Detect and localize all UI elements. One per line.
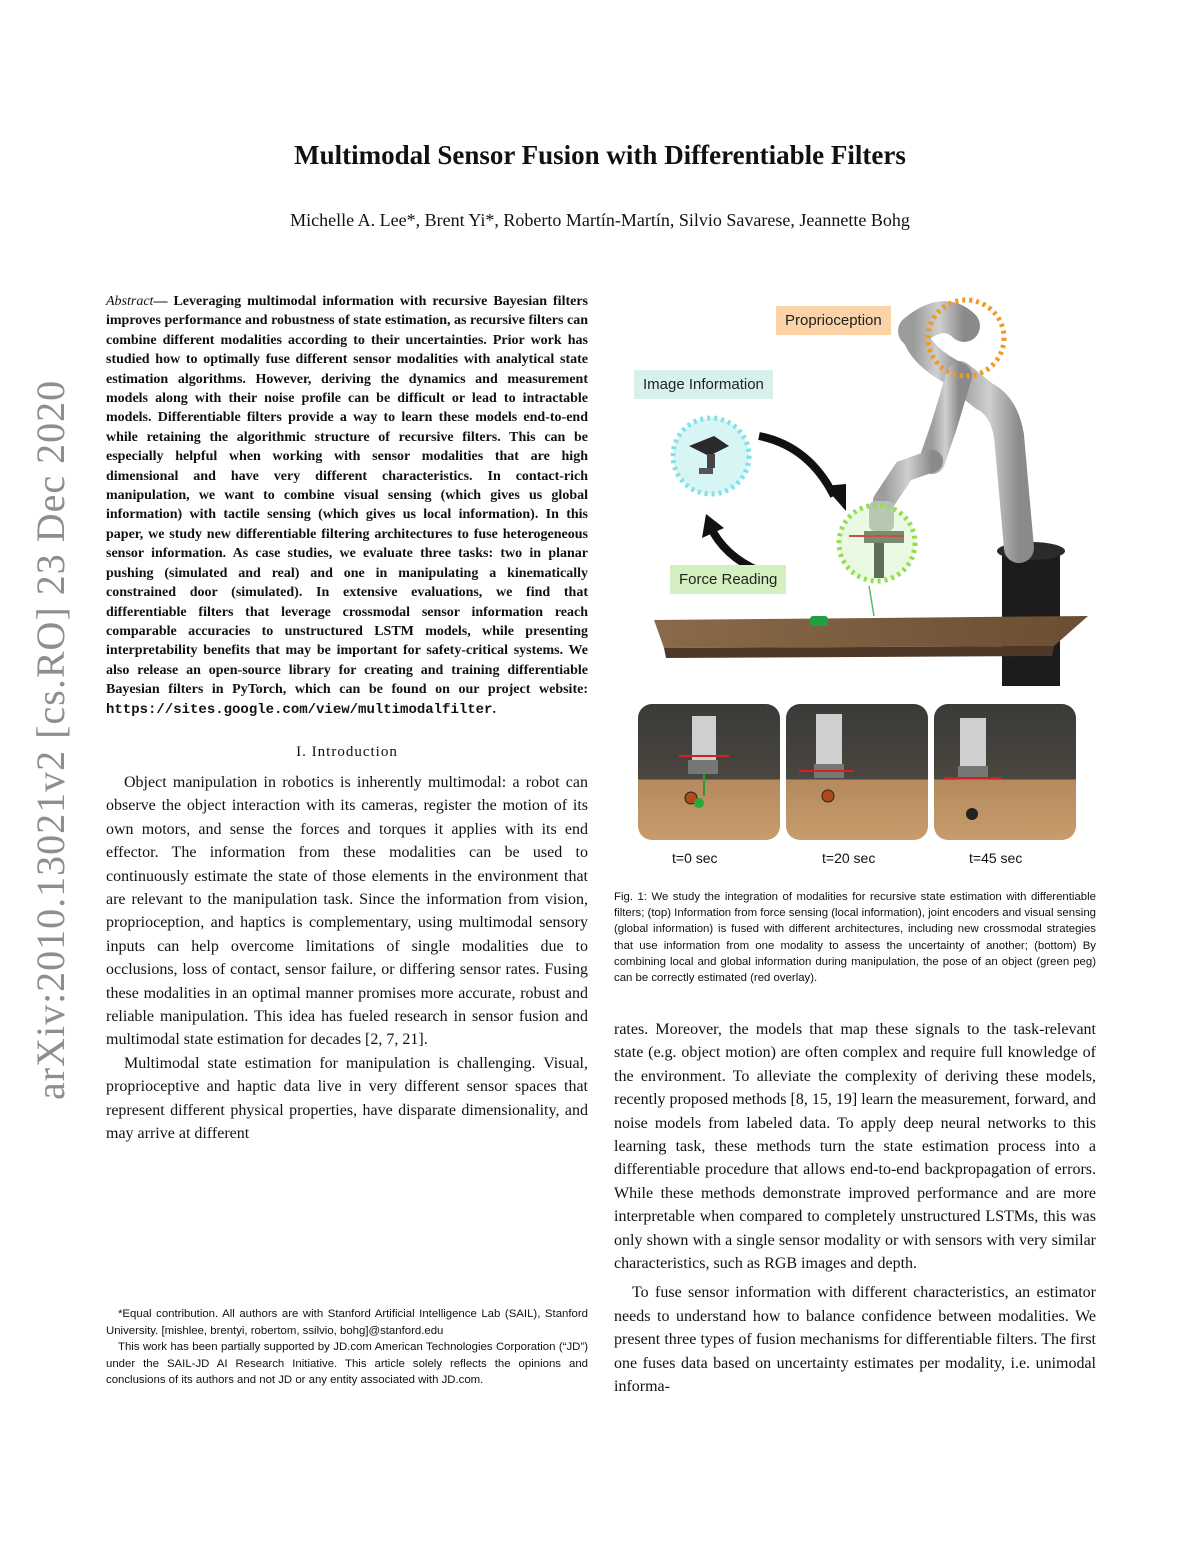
abstract-text: — Leveraging multimodal information with recursive Bayesian filters improves performance and robustness of state estimation, as recursive filters can combine different modalities according to their uncertainties. Prior work has studied how to optimally fuse different sensor modalities with analytical state estimation algorithms. However, deriving the dynamics and measurement models along with their noise profile can be difficult or lead to intractable models. Differentiable filters provide a way to learn these models end-to-end while retaining the algorithmic structure of recursive filters. This can be especially helpful when working with sensor modalities that are high dimensional and have very different characteristics. In contact-rich manipulation, we want to combine visual sensing (which gives us global information) with tactile sensing (which gives us local information). In this paper, we study new differentiable filtering architectures to fuse heterogeneous sensor information. As case studies, we evaluate three tasks: two in planar pushing (simulated and real) and one in manipulating a kinematically constrained door (simulated). In extensive evaluations, we find that differentiable filters that leverage crossmodal sensor information reach comparable accuracies to unstructured LSTM models, while presenting interpretability benefits that may be important for safety-critical systems. We also release an open-source library for creating and training differentiable Bayesian filters in PyTorch, which can be found on our project website: — [106, 294, 588, 698]
abstract-end: . — [492, 701, 496, 717]
green-peg — [810, 616, 828, 626]
snapshot-frame-t45 — [934, 704, 1076, 840]
snapshot-frame-t0 — [638, 704, 780, 840]
label-image-information: Image Information — [634, 370, 773, 399]
right-paragraph-2: To fuse sensor information with different characteristics, an estimator needs to understand how to balance confidence between modalities. We present three types of fusion mechanisms for differentiable filters. The first one fuses data based on uncertainty estimates per modality, i.e. unimodal informa- — [614, 1284, 1096, 1396]
abstract-label: Abstract — [106, 294, 154, 309]
footnote-equal-contribution: *Equal contribution. All authors are with Stanford Artificial Intelligence Lab (SAIL), Stanford University. [mishlee, brentyi, robertom, ssilvio, bohg]@stanford.edu — [106, 1308, 588, 1337]
table — [654, 616, 1088, 658]
arrow-force-to-image — [702, 514, 759, 571]
label-force-reading: Force Reading — [670, 565, 786, 594]
left-column — [106, 292, 588, 1145]
paper-title: Multimodal Sensor Fusion with Differentiable Filters — [294, 140, 906, 170]
section-heading-introduction: I. Introduction — [296, 743, 398, 760]
arxiv-stamp: arXiv:2010.13021v2 [cs.RO] 23 Dec 2020 — [28, 379, 73, 1100]
right-paragraph-1: rates. Moreover, the models that map these signals to the task-relevant state (e.g. object motion) are often complex and require full knowledge of the environment. To alleviate the complexity of deriving these models, recently proposed methods [8, 15, 19] learn the measurement, forward, and noise models from labeled data. To apply deep neural networks to this learning task, these methods turn the state estimation process into a differentiable procedure that allows end-to-end backpropagation of errors. While these methods demonstrate improved performance and are more interpretable when compared to completely unstructured LSTMs, this was only shown with a single sensor modality or with sensors with very similar characteristics, such as RGB images and depth. — [614, 1021, 1096, 1273]
figure-1 — [614, 286, 1100, 880]
robot-pedestal — [997, 542, 1065, 686]
right-column — [614, 1018, 1096, 1399]
label-proprioception: Proprioception — [776, 306, 891, 335]
time-label-2: t=45 sec — [969, 850, 1023, 866]
snapshot-frame-t20 — [786, 704, 928, 840]
figure-1-caption: Fig. 1: We study the integration of modalities for recursive state estimation with differentiable filters; (top) Information from force sensing (local information), joint encoders and visual sensing (global information) is fused with different architectures, including new crossmodal strategies that use information from one modality to assess the uncertainty of another; (bottom) By combining local and global information during manipulation, the pose of an object (green peg) can be correctly estimated (red overlay). — [614, 891, 1096, 985]
footnote-funding: This work has been partially supported by JD.com American Technologies Corporation (“JD”) under the SAIL-JD AI Research Initiative. This article solely reflects the opinions and conclusions of its authors and not JD or any entity associated with JD.com. — [106, 1341, 588, 1386]
project-website-link[interactable]: https://sites.google.com/view/multimodalfilter — [106, 701, 493, 718]
footnotes — [106, 1306, 588, 1389]
intro-paragraph-2: Multimodal state estimation for manipulation is challenging. Visual, proprioceptive and haptic data live in very different sensor spaces that represent different physical properties, have disparate dimensionality, and may arrive at different — [106, 1054, 588, 1143]
time-label-1: t=20 sec — [822, 850, 876, 866]
intro-paragraph-1: Object manipulation in robotics is inherently multimodal: a robot can observe the object interaction with its cameras, register the motion of its own motors, and sense the forces and torques it applies with its end effector. The information from these modalities can be used to continuously estimate the state of those elements in the environment that are relevant to the manipulation task. Since the information from vision, proprioception, and haptics is complementary, using multimodal sensory inputs can help overcome limitations of single modalities due to occlusions, loss of contact, sensor failure, or differing sensor rates. Fusing these modalities in an optimal manner promises more accurate, robust and reliable manipulation. This idea has fueled research in sensor fusion and multimodal state estimation for decades [2, 7, 21]. — [106, 773, 588, 1049]
arrow-image-to-robot — [759, 436, 846, 511]
author-list: Michelle A. Lee*, Brent Yi*, Roberto Martín-Martín, Silvio Savarese, Jeannette Bohg — [290, 210, 910, 230]
time-label-0: t=0 sec — [672, 850, 718, 866]
peg-axis-line — [869, 586, 874, 616]
force-sensor-ring — [839, 505, 915, 581]
abstract — [106, 292, 588, 720]
